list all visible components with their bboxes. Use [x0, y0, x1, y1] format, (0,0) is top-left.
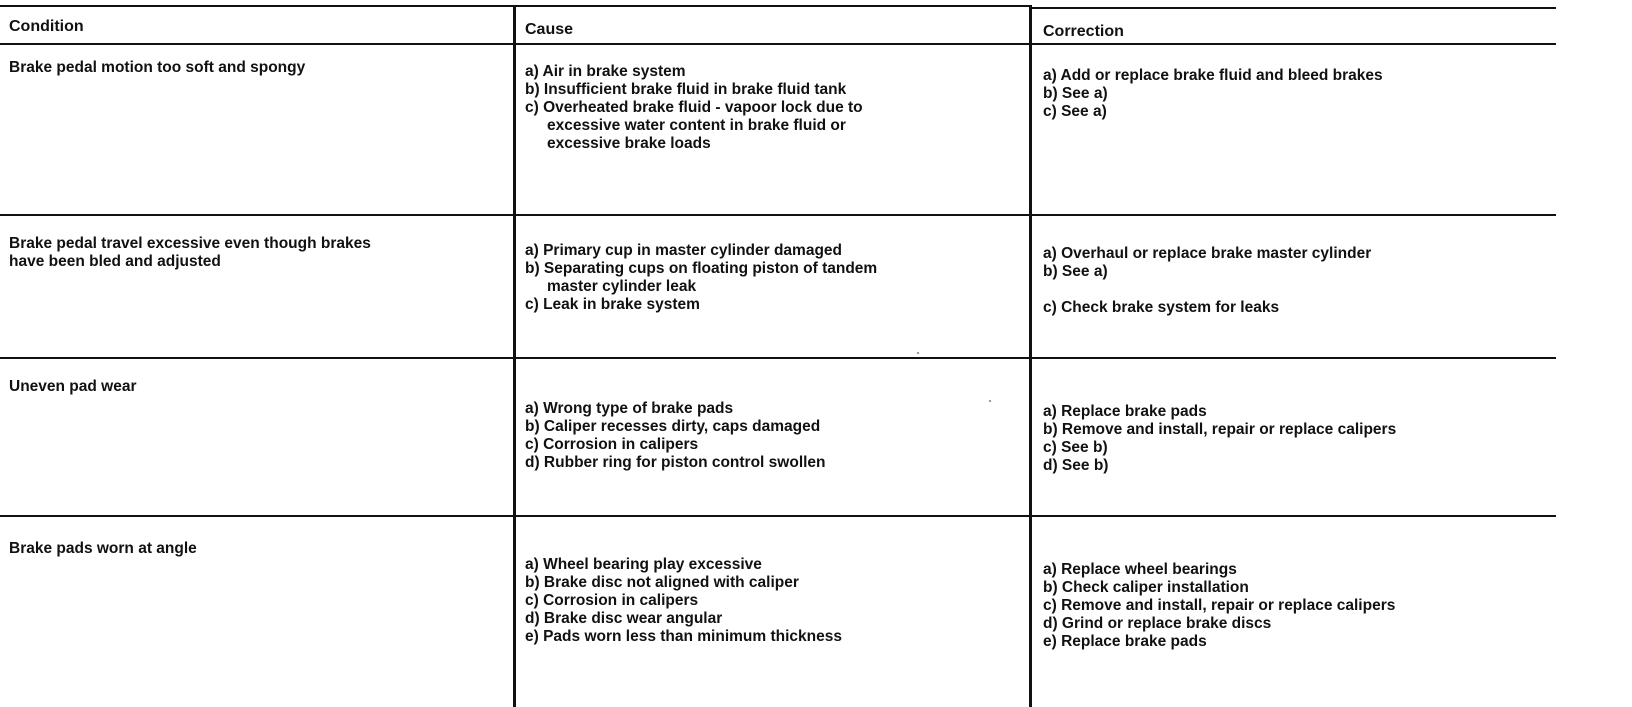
- correction-item: b) Remove and install, repair or replace calipers: [1043, 421, 1397, 438]
- correction-item: b) See a): [1043, 263, 1108, 280]
- row-3-correction: [1043, 403, 1396, 475]
- cause-item: b) Separating cups on floating piston of tandem: [525, 260, 878, 277]
- table-top-rule-right: [1030, 7, 1556, 9]
- correction-item: a) Replace wheel bearings: [1043, 561, 1237, 578]
- cause-item: b) Insufficient brake fluid in brake fluid tank: [525, 81, 847, 98]
- correction-item: e) Replace brake pads: [1043, 633, 1207, 650]
- row-3-condition: [9, 378, 137, 396]
- row-3-cause: [525, 400, 826, 472]
- correction-item: a) Add or replace brake fluid and bleed brakes: [1043, 67, 1383, 84]
- cause-item: a) Wheel bearing play excessive: [525, 556, 762, 573]
- correction-spacer: [1043, 281, 1371, 299]
- cause-item: a) Wrong type of brake pads: [525, 400, 734, 417]
- row-1-cause: [525, 63, 863, 153]
- row-4-cause: [525, 556, 842, 646]
- correction-item: a) Replace brake pads: [1043, 403, 1207, 420]
- correction-item: c) Check brake system for leaks: [1043, 299, 1280, 316]
- cause-item: d) Rubber ring for piston control swollen: [525, 454, 826, 471]
- condition-line: Brake pedal travel excessive even though brakes: [9, 235, 371, 252]
- cause-item: c) Corrosion in calipers: [525, 436, 699, 453]
- row-2-cause: [525, 242, 877, 314]
- cause-item: a) Air in brake system: [525, 63, 686, 80]
- scan-speck: [989, 400, 991, 402]
- cause-item: d) Brake disc wear angular: [525, 610, 723, 627]
- cause-item-continuation: excessive brake loads: [547, 135, 711, 152]
- scan-speck: [917, 352, 919, 354]
- cause-item: c) Corrosion in calipers: [525, 592, 699, 609]
- correction-item: c) Remove and install, repair or replace calipers: [1043, 597, 1396, 614]
- condition-line: Brake pedal motion too soft and spongy: [9, 59, 306, 76]
- header-correction: Correction: [1043, 23, 1124, 40]
- cause-item: c) Leak in brake system: [525, 296, 700, 313]
- correction-item: b) Check caliper installation: [1043, 579, 1249, 596]
- row-4-condition: [9, 540, 197, 558]
- cause-item: c) Overheated brake fluid - vapoor lock due to: [525, 99, 863, 116]
- correction-item: d) Grind or replace brake discs: [1043, 615, 1272, 632]
- correction-item: d) See b): [1043, 457, 1109, 474]
- column-divider-1: [513, 5, 516, 707]
- row-2-condition: [9, 235, 371, 271]
- correction-item: a) Overhaul or replace brake master cylinder: [1043, 245, 1372, 262]
- row-3-rule: [0, 515, 1556, 517]
- correction-item: b) See a): [1043, 85, 1108, 102]
- condition-line: have been bled and adjusted: [9, 253, 221, 270]
- row-1-correction: [1043, 67, 1383, 121]
- cause-item: b) Brake disc not aligned with caliper: [525, 574, 799, 591]
- cause-item: b) Caliper recesses dirty, caps damaged: [525, 418, 821, 435]
- cause-item: a) Primary cup in master cylinder damaged: [525, 242, 843, 259]
- header-condition: Condition: [9, 18, 84, 35]
- column-divider-2: [1029, 5, 1032, 707]
- header-cause: Cause: [525, 21, 574, 38]
- cause-item-continuation: excessive water content in brake fluid or: [547, 117, 846, 134]
- correction-item: c) See a): [1043, 103, 1107, 120]
- header-rule: [0, 43, 1556, 45]
- cause-item-continuation: master cylinder leak: [547, 278, 697, 295]
- condition-line: Brake pads worn at angle: [9, 540, 197, 557]
- row-4-correction: [1043, 561, 1395, 651]
- correction-item: c) See b): [1043, 439, 1108, 456]
- cause-item: e) Pads worn less than minimum thickness: [525, 628, 842, 645]
- row-1-rule: [0, 214, 1556, 216]
- row-2-correction: [1043, 245, 1371, 317]
- row-2-rule: [0, 357, 1556, 359]
- row-1-condition: [9, 59, 305, 77]
- condition-line: Uneven pad wear: [9, 378, 137, 395]
